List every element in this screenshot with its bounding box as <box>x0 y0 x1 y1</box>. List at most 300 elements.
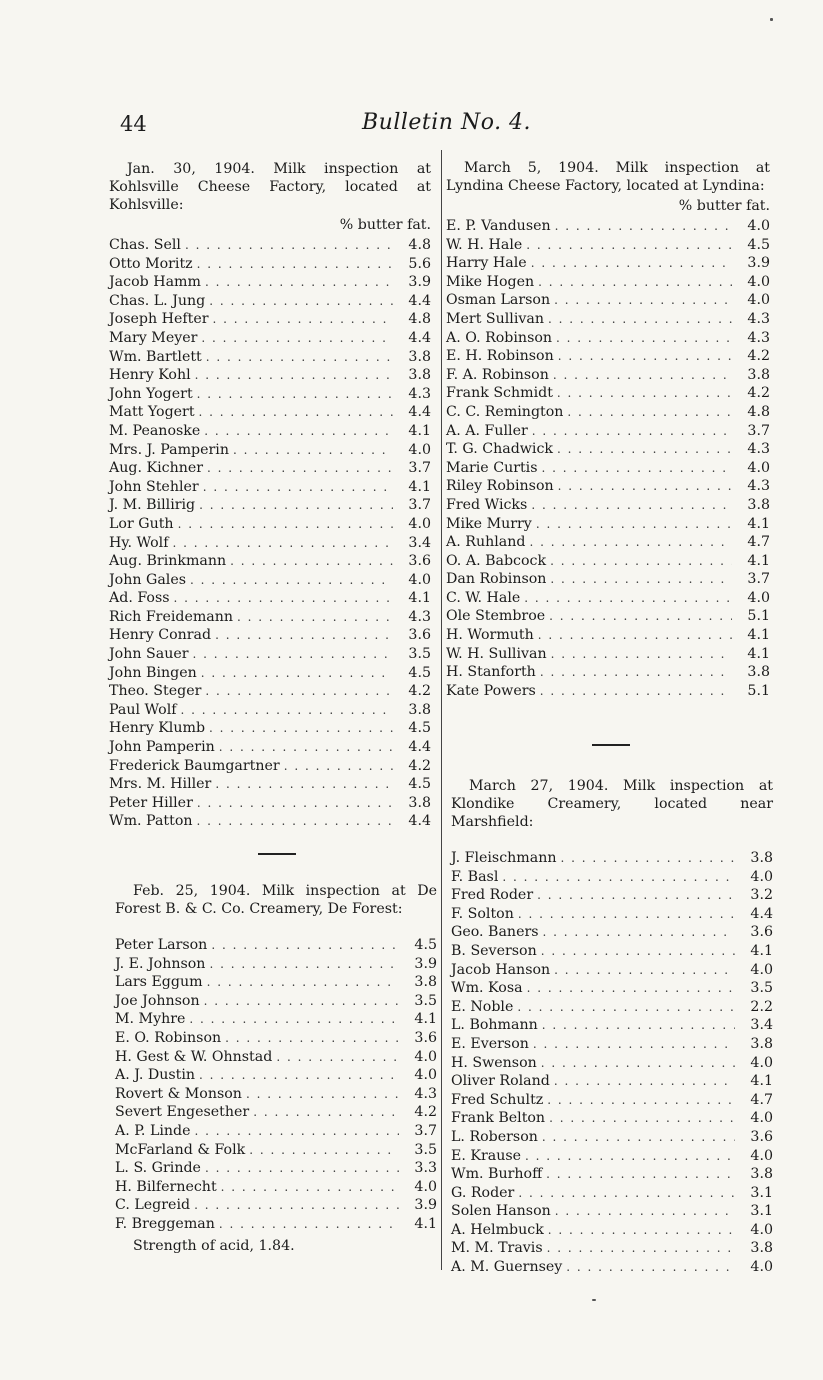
table-row <box>446 217 770 236</box>
table-row <box>115 955 437 974</box>
patron-name: Mary Meyer <box>109 329 198 346</box>
butter-fat-value: 4.0 <box>750 1259 773 1276</box>
butter-fat-value: 4.0 <box>414 1048 437 1065</box>
dot-leader <box>205 1159 399 1178</box>
patron-name: A. M. Guernsey <box>451 1259 563 1276</box>
butter-fat-value: 4.7 <box>750 1091 773 1108</box>
dot-leader <box>542 1128 735 1147</box>
patron-name: Jacob Hanson <box>451 961 551 978</box>
patron-name: Ole Stembroe <box>446 608 546 625</box>
dot-leader <box>542 459 732 478</box>
table-row <box>451 1091 773 1110</box>
lyndina-list <box>446 217 770 700</box>
dot-leader <box>237 608 393 627</box>
patron-name: Henry Kohl <box>109 367 191 384</box>
dot-leader <box>527 979 735 998</box>
dot-leader <box>199 496 393 515</box>
butter-fat-value: 3.5 <box>414 992 437 1009</box>
table-row <box>115 936 437 955</box>
patron-name: Frederick Baumgartner <box>109 757 280 774</box>
patron-name: E. O. Robinson <box>115 1029 222 1046</box>
butter-fat-value: 4.1 <box>750 942 773 959</box>
butter-fat-value: 4.1 <box>408 422 431 439</box>
butter-fat-value: 4.5 <box>414 937 437 953</box>
dot-leader <box>207 973 399 992</box>
table-row <box>115 992 437 1011</box>
running-title: Bulletin No. 4. <box>362 110 532 135</box>
dot-leader <box>556 329 732 348</box>
table-row <box>446 329 770 348</box>
table-row <box>109 422 431 441</box>
butter-fat-value: 3.3 <box>414 1160 437 1177</box>
patron-name: Peter Hiller <box>109 794 193 811</box>
patron-name: Riley Robinson <box>446 478 554 495</box>
patron-name: John Bingen <box>109 664 197 681</box>
table-row <box>115 1103 437 1122</box>
patron-name: H. Bilfernecht <box>115 1178 217 1195</box>
dot-leader <box>525 1147 735 1166</box>
patron-name: L. Roberson <box>451 1128 538 1145</box>
patron-name: Rovert & Monson <box>115 1085 242 1102</box>
table-row <box>109 366 431 385</box>
patron-name: F. Breggeman <box>115 1215 215 1232</box>
patron-name: Marie Curtis <box>446 459 538 476</box>
table-row <box>446 496 770 515</box>
table-row <box>451 1258 773 1277</box>
dot-leader <box>213 310 393 329</box>
table-row <box>451 1128 773 1147</box>
table-row <box>109 812 431 831</box>
dot-leader <box>567 403 732 422</box>
butter-fat-value: 4.5 <box>408 776 431 793</box>
butter-fat-value: 4.5 <box>408 720 431 737</box>
butter-fat-value: 3.8 <box>747 664 770 681</box>
patron-name: Hy. Wolf <box>109 534 169 551</box>
patron-name: Frank Belton <box>451 1110 546 1127</box>
butter-fat-value: 3.6 <box>414 1029 437 1046</box>
dot-leader <box>195 1122 399 1141</box>
butter-fat-value: 4.5 <box>747 236 770 253</box>
dot-leader <box>199 403 393 422</box>
butter-fat-value: 4.8 <box>747 403 770 420</box>
dot-leader <box>215 775 393 794</box>
table-row <box>446 607 770 626</box>
dot-leader <box>532 422 732 441</box>
dot-leader <box>557 384 732 403</box>
dot-leader <box>524 589 732 608</box>
patron-name: John Sauer <box>109 646 189 663</box>
table-row <box>446 570 770 589</box>
dot-leader <box>549 1109 735 1128</box>
table-row <box>109 310 431 329</box>
patron-name: Dan Robinson <box>446 571 547 588</box>
dot-leader <box>225 1029 399 1048</box>
butter-fat-value: 3.5 <box>408 646 431 663</box>
table-row <box>115 1048 437 1067</box>
patron-name: Aug. Kichner <box>109 460 204 477</box>
patron-name: Peter Larson <box>115 937 208 953</box>
butter-fat-value: 3.8 <box>750 1240 773 1257</box>
kohlsville-heading: Jan. 30, 1904. Milk inspection at Kohlsville Cheese Factory, located at Kohlsville: <box>109 161 431 213</box>
butter-fat-value: 4.0 <box>750 868 773 885</box>
table-row <box>446 291 770 310</box>
print-speck <box>592 1299 596 1301</box>
patron-name: A. A. Fuller <box>446 422 528 439</box>
dot-leader <box>537 886 735 905</box>
lyndina-section <box>446 159 770 700</box>
butter-fat-value: 3.8 <box>408 794 431 811</box>
butter-fat-value: 4.0 <box>408 571 431 588</box>
butter-fat-value: 3.8 <box>747 366 770 383</box>
dot-leader <box>554 291 732 310</box>
table-row <box>115 1010 437 1029</box>
butter-fat-value: 3.8 <box>750 850 773 866</box>
patron-name: Otto Moritz <box>109 255 193 272</box>
dot-leader <box>557 440 732 459</box>
butter-fat-value: 4.1 <box>747 515 770 532</box>
dot-leader <box>551 645 732 664</box>
butter-fat-value: 3.8 <box>750 1166 773 1183</box>
dot-leader <box>219 738 393 757</box>
dot-leader <box>538 273 732 292</box>
dot-leader <box>205 273 393 292</box>
patron-name: Wm. Bartlett <box>109 348 202 365</box>
table-row <box>109 571 431 590</box>
kohlsville-list <box>109 236 431 831</box>
butter-fat-value: 4.4 <box>408 292 431 309</box>
page-number: 44 <box>120 112 147 136</box>
dot-leader <box>233 441 393 460</box>
dot-leader <box>206 348 393 367</box>
dot-leader <box>276 1048 399 1067</box>
butter-fat-value: 3.9 <box>414 955 437 972</box>
patron-name: A. O. Robinson <box>446 329 553 346</box>
table-row <box>451 1165 773 1184</box>
butter-fat-value: 5.1 <box>747 608 770 625</box>
patron-name: H. Stanforth <box>446 664 536 681</box>
dot-leader <box>555 1202 735 1221</box>
patron-name: Joseph Hefter <box>109 311 209 328</box>
butter-fat-value: 3.5 <box>414 1141 437 1158</box>
butter-fat-value: 3.8 <box>750 1035 773 1052</box>
table-row <box>451 1147 773 1166</box>
patron-name: John Gales <box>109 571 187 588</box>
butter-fat-value: 3.5 <box>750 980 773 997</box>
dot-leader <box>209 955 399 974</box>
dot-leader <box>195 366 393 385</box>
dot-leader <box>197 794 393 813</box>
patron-name: Wm. Burhoff <box>451 1166 543 1183</box>
butter-fat-value: 3.1 <box>750 1184 773 1201</box>
butter-fat-value: 3.1 <box>750 1203 773 1220</box>
butter-fat-value: 3.8 <box>408 348 431 365</box>
patron-name: A. Helmbuck <box>451 1221 544 1238</box>
butter-fat-value: 4.2 <box>408 683 431 700</box>
table-row <box>115 1085 437 1104</box>
butter-fat-value: 3.8 <box>408 701 431 718</box>
butter-fat-value: 4.3 <box>408 385 431 402</box>
table-row <box>109 775 431 794</box>
dot-leader <box>193 645 393 664</box>
patron-name: O. A. Babcock <box>446 552 547 569</box>
patron-name: T. G. Chadwick <box>446 441 553 458</box>
table-row <box>109 534 431 553</box>
patron-name: C. Legreid <box>115 1197 191 1214</box>
patron-name: W. H. Sullivan <box>446 645 547 662</box>
patron-name: F. A. Robinson <box>446 366 549 383</box>
butter-fat-value: 4.0 <box>414 1178 437 1195</box>
patron-name: Paul Wolf <box>109 701 177 718</box>
patron-name: Mrs. J. Pamperin <box>109 441 229 458</box>
table-row <box>115 1196 437 1215</box>
patron-name: Chas. L. Jung <box>109 292 206 309</box>
dot-leader <box>209 719 393 738</box>
butter-fat-value: 4.3 <box>747 478 770 495</box>
dot-leader <box>201 329 393 348</box>
dot-leader <box>209 292 393 311</box>
butter-fat-value: 3.8 <box>747 496 770 513</box>
table-row <box>446 552 770 571</box>
table-row <box>109 608 431 627</box>
butter-fat-value: 4.3 <box>747 310 770 327</box>
patron-name: M. Peanoske <box>109 422 201 439</box>
table-row <box>109 273 431 292</box>
patron-name: J. Fleischmann <box>451 850 557 866</box>
patron-name: F. Basl <box>451 868 499 885</box>
butter-fat-value: 3.4 <box>408 534 431 551</box>
dot-leader <box>172 534 393 553</box>
dot-leader <box>548 1221 735 1240</box>
table-row <box>109 515 431 534</box>
patron-name: Frank Schmidt <box>446 385 553 402</box>
dot-leader <box>547 1239 735 1258</box>
dot-leader <box>203 478 393 497</box>
butter-fat-value: 4.5 <box>408 664 431 681</box>
dot-leader <box>548 310 732 329</box>
patron-name: E. Noble <box>451 998 514 1015</box>
dot-leader <box>284 757 393 776</box>
patron-name: Fred Wicks <box>446 496 528 513</box>
table-row <box>451 886 773 905</box>
table-row <box>451 979 773 998</box>
table-row <box>109 292 431 311</box>
patron-name: E. Krause <box>451 1147 522 1164</box>
patron-name: Kate Powers <box>446 682 536 699</box>
butter-fat-value: 3.6 <box>750 924 773 941</box>
dot-leader <box>249 1141 399 1160</box>
table-row <box>115 1141 437 1160</box>
table-row <box>451 998 773 1017</box>
patron-name: E. P. Vandusen <box>446 218 551 234</box>
butter-fat-value: 5.1 <box>747 682 770 699</box>
table-row <box>446 254 770 273</box>
column-rule <box>441 150 442 1270</box>
butter-fat-value: 4.4 <box>750 905 773 922</box>
table-row <box>109 236 431 255</box>
dot-leader <box>518 1184 735 1203</box>
dot-leader <box>531 496 732 515</box>
butter-fat-header: % butter fat. <box>339 217 431 233</box>
butter-fat-value: 4.0 <box>750 1147 773 1164</box>
dot-leader <box>543 923 735 942</box>
dot-leader <box>189 1010 399 1029</box>
table-row <box>451 1202 773 1221</box>
patron-name: Henry Conrad <box>109 627 212 644</box>
table-row <box>446 422 770 441</box>
butter-fat-value: 4.4 <box>408 329 431 346</box>
butter-fat-value: 3.7 <box>747 571 770 588</box>
table-row <box>109 738 431 757</box>
table-row <box>109 757 431 776</box>
table-row <box>109 664 431 683</box>
dot-leader <box>541 942 735 961</box>
table-row <box>109 385 431 404</box>
table-row <box>446 310 770 329</box>
table-row <box>451 1035 773 1054</box>
patron-name: Joe Johnson <box>115 992 200 1009</box>
patron-name: Theo. Steger <box>109 683 202 700</box>
table-row <box>109 719 431 738</box>
table-row <box>451 1239 773 1258</box>
table-row <box>451 923 773 942</box>
butter-fat-value: 4.0 <box>747 218 770 234</box>
dot-leader <box>207 459 393 478</box>
butter-fat-value: 4.2 <box>747 385 770 402</box>
table-row <box>446 663 770 682</box>
butter-fat-value: 3.9 <box>408 274 431 291</box>
butter-fat-value: 3.6 <box>408 627 431 644</box>
table-row <box>115 1066 437 1085</box>
dot-leader <box>541 1054 735 1073</box>
patron-name: C. W. Hale <box>446 589 521 606</box>
table-row <box>451 1054 773 1073</box>
dot-leader <box>174 589 393 608</box>
patron-name: Severt Engesether <box>115 1104 250 1121</box>
dot-leader <box>253 1103 399 1122</box>
dot-leader <box>549 607 732 626</box>
table-row <box>446 366 770 385</box>
dot-leader <box>540 682 732 701</box>
butter-fat-value: 4.0 <box>747 273 770 290</box>
table-row <box>451 1184 773 1203</box>
butter-fat-value: 4.8 <box>408 237 431 253</box>
butter-fat-value: 4.0 <box>414 1067 437 1084</box>
table-row <box>451 905 773 924</box>
butter-fat-value: 4.3 <box>747 329 770 346</box>
table-row <box>451 1072 773 1091</box>
butter-fat-value: 4.1 <box>747 552 770 569</box>
patron-name: Aug. Brinkmann <box>109 553 227 570</box>
table-row <box>109 403 431 422</box>
table-row <box>446 440 770 459</box>
dot-leader <box>205 682 393 701</box>
butter-fat-value: 2.2 <box>750 998 773 1015</box>
patron-name: Osman Larson <box>446 292 551 309</box>
butter-fat-value: 4.1 <box>414 1215 437 1232</box>
table-row <box>451 1109 773 1128</box>
dot-leader <box>246 1085 399 1104</box>
dot-leader <box>558 347 732 366</box>
table-row <box>109 496 431 515</box>
kohlsville-section <box>109 160 431 831</box>
table-row <box>446 515 770 534</box>
patron-name: John Stehler <box>109 478 199 495</box>
butter-fat-value: 4.1 <box>408 478 431 495</box>
patron-name: C. C. Remington <box>446 403 564 420</box>
dot-leader <box>553 366 732 385</box>
dot-leader <box>178 515 393 534</box>
patron-name: Jacob Hamm <box>109 274 201 291</box>
table-row <box>115 1029 437 1048</box>
table-row <box>446 645 770 664</box>
patron-name: Fred Schultz <box>451 1091 544 1108</box>
butter-fat-value: 4.1 <box>408 590 431 607</box>
patron-name: Geo. Baners <box>451 924 539 941</box>
butter-fat-value: 4.0 <box>408 441 431 458</box>
table-row <box>451 868 773 887</box>
butter-fat-value: 3.9 <box>414 1197 437 1214</box>
butter-fat-value: 3.2 <box>750 887 773 904</box>
dot-leader <box>558 477 732 496</box>
print-speck <box>770 18 773 21</box>
patron-name: Solen Hanson <box>451 1203 551 1220</box>
patron-name: Ad. Foss <box>109 590 170 607</box>
dot-leader <box>199 1066 399 1085</box>
table-row <box>451 1016 773 1035</box>
patron-name: J. E. Johnson <box>115 955 206 972</box>
butter-fat-value: 3.7 <box>408 460 431 477</box>
butter-fat-value: 3.7 <box>414 1122 437 1139</box>
butter-fat-value: 4.0 <box>747 292 770 309</box>
patron-name: Oliver Roland <box>451 1073 550 1090</box>
butter-fat-value: 3.8 <box>408 367 431 384</box>
patron-name: Lars Eggum <box>115 974 203 991</box>
patron-name: J. M. Billirig <box>109 497 196 514</box>
butter-fat-value: 4.0 <box>747 459 770 476</box>
patron-name: Mert Sullivan <box>446 310 544 327</box>
butter-fat-value: 3.7 <box>747 422 770 439</box>
patron-name: H. Gest & W. Ohnstad <box>115 1048 273 1065</box>
table-row <box>109 441 431 460</box>
table-row <box>446 626 770 645</box>
dot-leader <box>550 570 732 589</box>
patron-name: Wm. Patton <box>109 813 193 830</box>
butter-fat-value: 4.0 <box>750 1054 773 1071</box>
patron-name: A. Ruhland <box>446 534 526 551</box>
table-row <box>446 403 770 422</box>
table-row <box>115 1122 437 1141</box>
table-row <box>451 961 773 980</box>
butter-fat-value: 4.8 <box>408 311 431 328</box>
dot-leader <box>526 236 732 255</box>
patron-name: Henry Klumb <box>109 720 206 737</box>
butter-fat-value: 4.3 <box>414 1085 437 1102</box>
table-row <box>109 329 431 348</box>
dot-leader <box>517 998 735 1017</box>
dot-leader <box>185 236 393 255</box>
dot-leader <box>204 992 399 1011</box>
patron-name: B. Severson <box>451 942 537 959</box>
butter-fat-value: 4.1 <box>747 627 770 644</box>
dot-leader <box>197 385 393 404</box>
section-separator <box>258 853 296 855</box>
butter-fat-value: 4.4 <box>408 404 431 421</box>
patron-name: Wm. Kosa <box>451 980 523 997</box>
butter-fat-value: 4.3 <box>408 608 431 625</box>
dot-leader <box>546 1165 735 1184</box>
dot-leader <box>190 571 393 590</box>
table-row <box>115 1159 437 1178</box>
